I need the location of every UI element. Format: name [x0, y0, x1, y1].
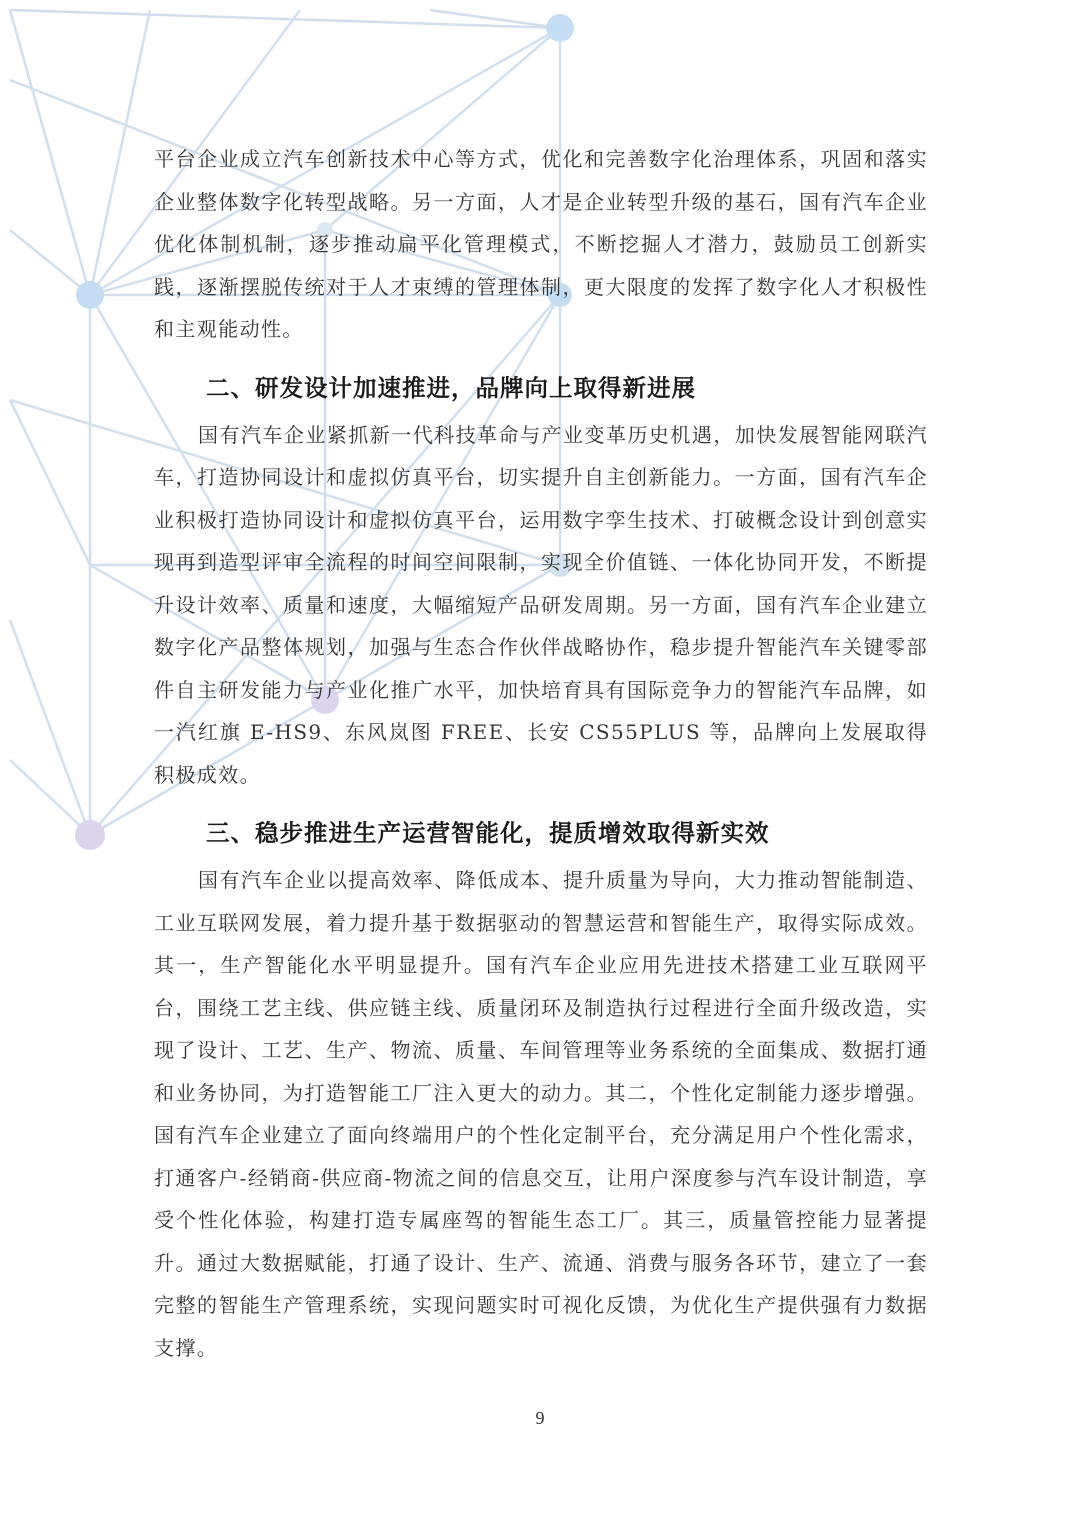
paragraph-continued: 平台企业成立汽车创新技术中心等方式，优化和完善数字化治理体系，巩固和落实企业整体数字化转型战略。另一方面，人才是企业转型升级的基石，国有汽车企业优化体制机制，逐步推动扁平化管理模式，不断挖掘人才潜力，鼓励员工创新实践，逐渐摆脱传统对于人才束缚的管理体制，更大限度的发挥了数字化人才积极性和主观能动性。: [154, 147, 928, 341]
section-heading-2: 二、研发设计加速推进，品牌向上取得新进展: [206, 373, 696, 402]
page-number: 9: [535, 1408, 545, 1428]
paragraph-rd-design: 国有汽车企业紧抓新一代科技革命与产业变革历史机遇，加快发展智能网联汽车，打造协同设计和虚拟仿真平台，切实提升自主创新能力。一方面，国有汽车企业积极打造协同设计和虚拟仿真平台，运用数字孪生技术、打破概念设计到创意实现再到造型评审全流程的时间空间限制，实现全价值链、一体化协同开发，不断提升设计效率、质量和速度，大幅缩短产品研发周期。另一方面，国有汽车企业建立数字化产品整体规划，加强与生态合作伙伴战略协作，稳步提升智能汽车关键零部件自主研发能力与产业化推广水平，加快培育具有国际竞争力的智能汽车品牌，如一汽红旗 E-HS9、东风岚图 FREE、长安 CS55PLUS 等，品牌向上发展取得积极成效。: [154, 422, 928, 787]
paragraph-production-ops: 国有汽车企业以提高效率、降低成本、提升质量为导向，大力推动智能制造、工业互联网发展，着力提升基于数据驱动的智慧运营和智能生产，取得实际成效。其一，生产智能化水平明显提升。国有汽车企业应用先进技术搭建工业互联网平台，围绕工艺主线、供应链主线、质量闭环及制造执行过程进行全面升级改造，实现了设计、工艺、生产、物流、质量、车间管理等业务系统的全面集成、数据打通和业务协同，为打造智能工厂注入更大的动力。其二，个性化定制能力逐步增强。国有汽车企业建立了面向终端用户的个性化定制平台，充分满足用户个性化需求，打通客户-经销商-供应商-物流之间的信息交互，让用户深度参与汽车设计制造，享受个性化体验，构建打造专属座驾的智能生态工厂。其三，质量管控能力显著提升。通过大数据赋能，打通了设计、生产、流通、消费与服务各环节，建立了一套完整的智能生产管理系统，实现问题实时可视化反馈，为优化生产提供强有力数据支撑。: [154, 868, 928, 1360]
section-heading-3: 三、稳步推进生产运营智能化，提质增效取得新实效: [206, 819, 770, 847]
page-body: [154, 138, 928, 1369]
